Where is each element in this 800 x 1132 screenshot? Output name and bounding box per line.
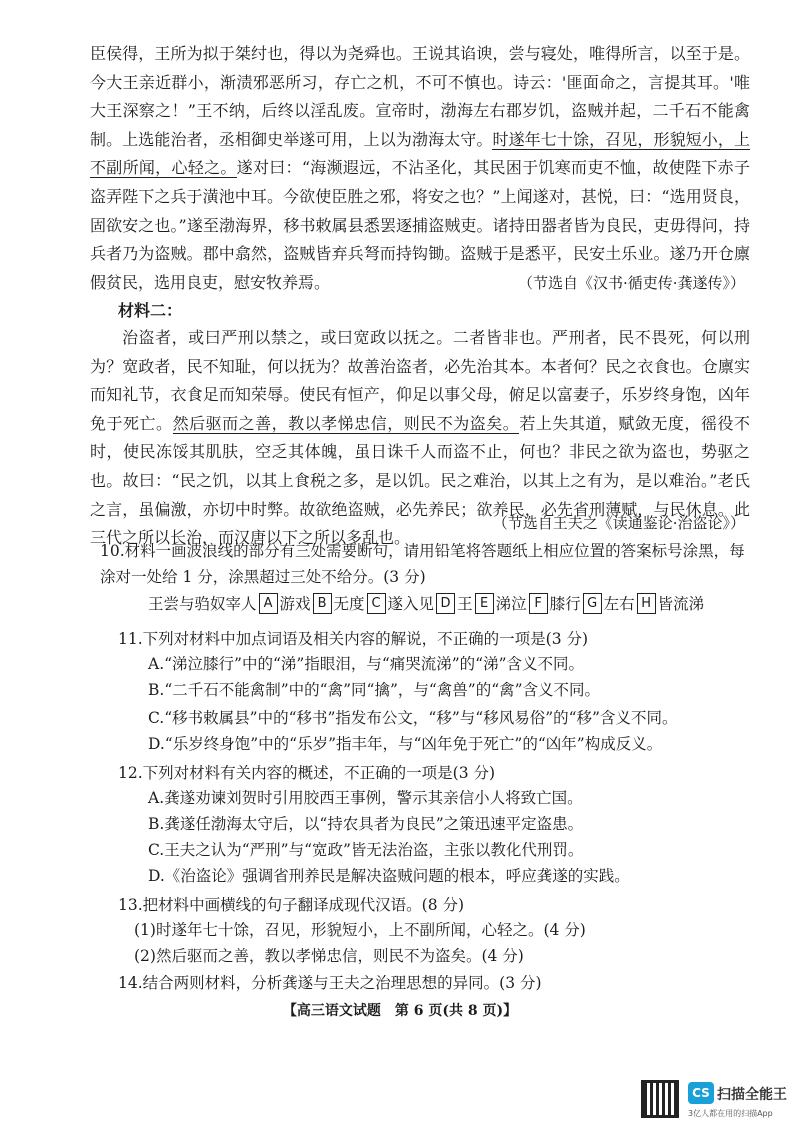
page-footer: 【高三语文试题 第 6 页(共 8 页)】 (282, 1003, 518, 1019)
q10-stem-a: 10.材料一画波浪线的部分有三处需要断句，请用铅笔将答题纸上相应位置的答案标号涂黑，每涂 (100, 542, 745, 586)
q14-stem: 14.结合两则材料，分析龚遂与王夫之治理思想的异同。(3 分) (118, 974, 542, 992)
passage2-source: （节选自王夫之《读通鉴论·治盗论》） (492, 514, 745, 532)
q12-stem: 12.下列对材料有关内容的概述，不正确的一项是(3 分) (118, 764, 496, 782)
q11-option-c: C.“移书敕属县”中的“移书”指发布公文，“移”与“移风易俗”的“移”含义不同。 (148, 709, 678, 727)
q10-segment: 王尝与驺奴宰人 (148, 595, 257, 613)
q11-option-d: D.“乐岁终身饱”中的“乐岁”指丰年，与“凶年免于死亡”的“凶年”构成反义。 (148, 735, 663, 753)
answer-marker-e[interactable]: E (475, 593, 494, 614)
q10-stem-b: 对一处给 1 分，涂黑超过三处不给分。(3 分) (115, 568, 426, 586)
answer-marker-a[interactable]: A (259, 593, 278, 614)
passage1-underlined-sentence: 时遂年七十馀，召见，形貌短小，上不副所闻，心轻之。 (90, 129, 750, 178)
q10-segment: 皆流涕 (657, 595, 705, 613)
q10-segment: 左右 (603, 595, 635, 613)
camscanner-name: 扫描全能王 (717, 1087, 787, 1103)
passage1-lead: 臣侯得，王所为拟于桀纣也，得以为尧舜也。王说其谄谀，尝与寝处，唯得所言，以至于是。今大王亲近群小，渐渍邪恶所习，存亡之机，不可不慎也。诗云：'匪面命之，言提其耳。'唯大王深察之！”王不纳，后终以淫乱废。宣帝时，渤海左右郡岁饥，盗贼并起，二千石不能禽制。上选能治者，丞相御史举遂可用，上以为渤海太守。 (90, 44, 750, 149)
camscanner-logo-icon: CS (688, 1082, 714, 1104)
camscanner-tagline: 3亿人都在用的扫描App (688, 1109, 773, 1118)
q12-option-b: B.龚遂任渤海太守后，以“持农具者为良民”之策迅速平定盗患。 (148, 815, 584, 833)
passage2-underlined-sentence: 然后驱而之善，教以孝悌忠信，则民不为盗矣。 (172, 413, 520, 433)
answer-marker-h[interactable]: H (637, 593, 656, 614)
passage2-part2: 若上失其道，赋敛无度，徭役不时，使民冻馁其肌肤，空乏其体魄，虽日诛千人而盗不止，何也？非民之欲为盗也，势驱之也。故曰：“民之饥，以其上食税之多，是以饥。民之难治，以其上之有为，是以难治。”老氏之言，虽偏激，亦切中时弊。故欲绝盗贼，必先养民；欲养民，必先省刑薄赋，与民休息。此三代之所以长治，而汉唐以下之所以多乱也。 (90, 413, 750, 548)
q11-option-a: A.“涕泣膝行”中的“涕”指眼泪，与“痛哭流涕”的“涕”含义不同。 (148, 655, 585, 673)
passage1-source: （节选自《汉书·循吏传·龚遂传》） (517, 274, 745, 292)
q10-segment: 膝行 (549, 595, 581, 613)
q10-stem (100, 538, 760, 590)
passage2-heading: 材料二： (118, 301, 183, 320)
q11-stem: 11.下列对材料中加点词语及相关内容的解说，不正确的一项是(3 分) (118, 630, 589, 648)
passage2-part1: 治盗者，或曰严刑以禁之，或曰宽政以抚之。二者皆非也。严刑者，民不畏死，何以刑为？宽政者，民不知耻，何以抚为？故善治盗者，必先治其本。本者何？民之衣食也。仓廪实而知礼节，衣食足而知荣辱。使民有恒产，仰足以事父母，俯足以富妻子，乐岁终身饱，凶年免于死亡。 (90, 328, 750, 433)
q12-option-a: A.龚遂劝谏刘贺时引用胶西王事例，警示其亲信小人将致亡国。 (148, 789, 583, 807)
q12-option-c: C.王夫之认为“严刑”与“宽政”皆无法治盗，主张以教化代刑罚。 (148, 841, 584, 859)
q13-item-2: (2)然后驱而之善，教以孝悌忠信，则民不为盗矣。(4 分) (134, 947, 524, 965)
answer-marker-f[interactable]: F (529, 593, 548, 614)
q10-sentence-with-markers (148, 592, 704, 614)
q10-segment: 游戏 (279, 595, 311, 613)
answer-marker-g[interactable]: G (583, 593, 602, 614)
qr-code-icon (641, 1080, 679, 1118)
passage1-rest: 遂对曰：“海濒遐远，不沾圣化，其民困于饥寒而吏不恤，故使陛下赤子盗弄陛下之兵于潢池中耳。今欲使臣胜之邪，将安之也？”上闻遂对，甚悦，曰：“选用贤良，固欲安之也。”遂至渤海界，移书敕属县悉罢逐捕盗贼吏。诸持田器者皆为良民，吏毋得问，持兵者乃为盗贼。郡中翕然，盗贼皆弃兵弩而持钩锄。盗贼于是悉平，民安土乐业。遂乃开仓廪假贫民，选用良吏，慰安牧养焉。 (90, 158, 750, 292)
q10-segment: 无度 (333, 595, 365, 613)
q13-item-1: (1)时遂年七十馀，召见，形貌短小，上不副所闻，心轻之。(4 分) (134, 921, 586, 939)
answer-marker-c[interactable]: C (367, 593, 386, 614)
q10-segment: 涕泣 (495, 595, 527, 613)
q13-stem: 13.把材料中画横线的句子翻译成现代汉语。(8 分) (118, 896, 465, 914)
answer-marker-d[interactable]: D (436, 593, 455, 614)
q10-segment: 王 (457, 595, 473, 613)
passage1-text (90, 40, 750, 297)
q12-option-d: D.《治盗论》强调省刑养民是解决盗贼问题的根本，呼应龚遂的实践。 (148, 867, 630, 885)
q11-option-b: B.“二千石不能禽制”中的“禽”同“擒”，与“禽兽”的“禽”含义不同。 (148, 681, 601, 699)
q10-segment: 遂入见 (387, 595, 435, 613)
answer-marker-b[interactable]: B (313, 593, 332, 614)
